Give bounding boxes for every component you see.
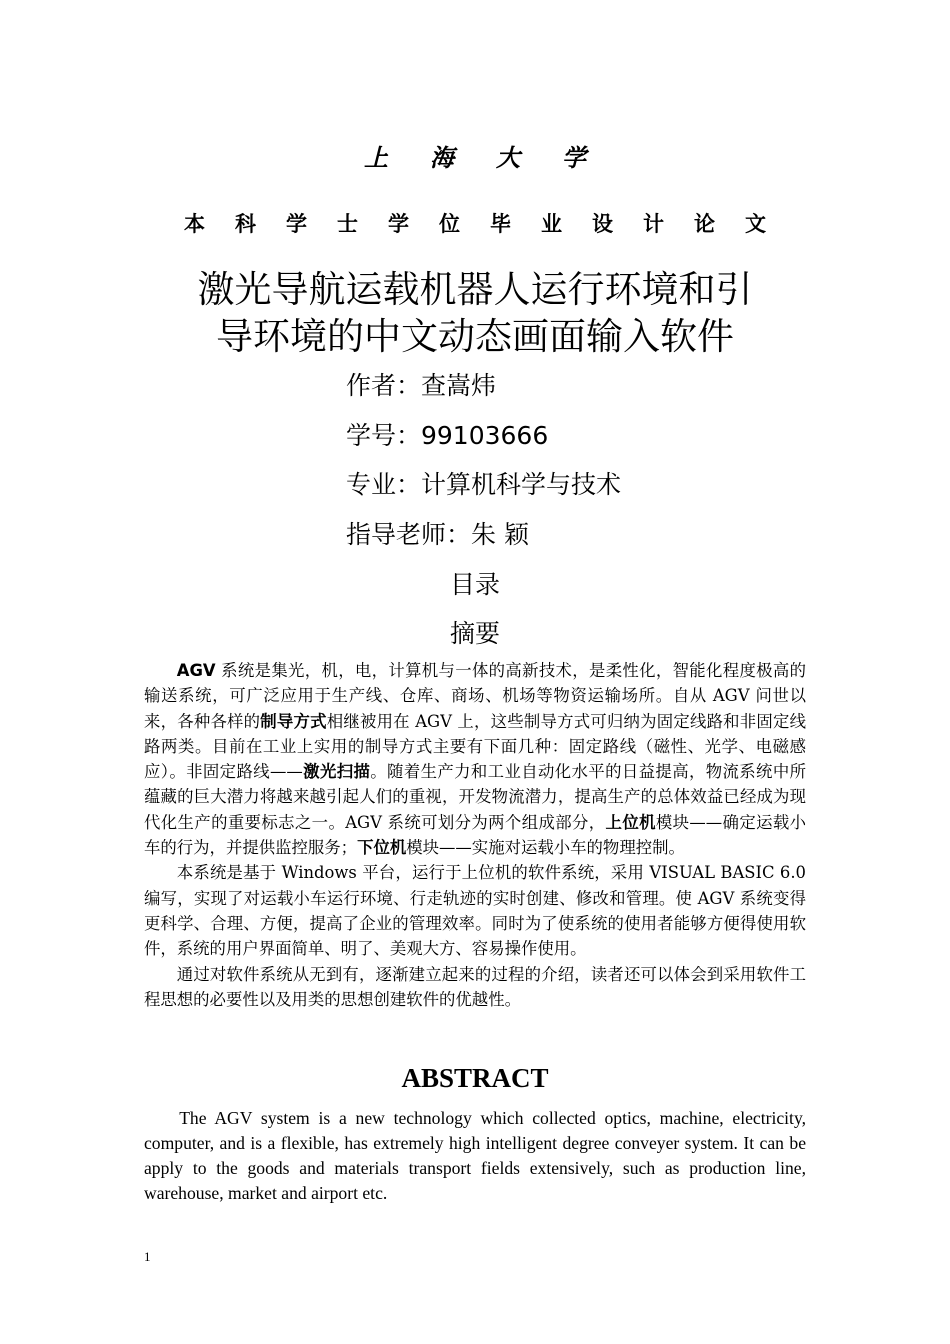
text-span: 。随着生产力和工业自动化水平的日益提高，物流系统中所蕴藏的巨大潜力将越来越引起人们的重视，开发物流潜力，提高生产的总体效益已经成为现代化生产的重要标志之一。AGV 系统可划分为两个组成部分，	[144, 762, 807, 832]
author-line: 作者：查嵩炜	[346, 371, 497, 400]
text-span: 模块——确定运载小车的行为，并提供监控服务；	[144, 812, 807, 858]
degree-title: 本科学士学位毕业设计论文	[184, 212, 796, 236]
toc-heading: 目录	[449, 570, 500, 599]
text-span: 相继被用在 AGV 上，这些制导方式可归纳为固定线路和非固定线路两类。目前在工业上实用的制导方式主要有下面几种：固定路线（磁性、光学、电磁感应）。非固定路线——	[144, 711, 807, 782]
thesis-title-line-2: 导环境的中文动态画面输入软件	[216, 315, 734, 358]
university-name: 上海大学	[364, 143, 628, 172]
abstract-en-heading: ABSTRACT	[401, 1063, 549, 1093]
abstract-cn-paragraph-2: 本系统是基于 Windows 平台，运行于上位机的软件系统，采用 VISUAL BASIC 6.0 编写，实现了对运载小车运行环境、行走轨迹的实时创建、修改和管理。使 AGV 系统变得更科学、合理、方便，提高了企业的管理效率。同时为了使系统的使用者能够方便得使用软件，系统的用户界面简单、明了、美观大方、容易操作使用。	[144, 863, 806, 959]
abstract-cn-body	[144, 658, 806, 1012]
page-number: 1	[144, 1249, 151, 1264]
abstract-en-paragraph-1: The AGV system is a new technology which collected optics, machine, electricity, computer, and is a flexible, has extremely high intelligent degree conveyer system. It can be apply to the goods and materials transport fields extensively, such as production line, warehouse, market and airport etc.	[144, 1108, 806, 1203]
abstract-en-body	[144, 1106, 806, 1206]
thesis-title-line-1: 激光导航运载机器人运行环境和引	[197, 268, 753, 311]
keyword-guidance-mode: 制导方式	[260, 711, 327, 731]
student-id-line: 学号：99103666	[346, 421, 549, 450]
major-line: 专业：计算机科学与技术	[346, 470, 622, 499]
keyword-slave-computer: 下位机	[357, 838, 407, 858]
keyword-agv: AGV	[176, 661, 216, 680]
keyword-host-computer: 上位机	[605, 812, 656, 832]
abstract-cn-paragraph-3: 通过对软件系统从无到有，逐渐建立起来的过程的介绍，读者还可以体会到采用软件工程思想的必要性以及用类的思想创建软件的优越性。	[144, 964, 806, 1009]
abstract-cn-heading: 摘要	[449, 619, 500, 648]
keyword-laser-scan: 激光扫描	[302, 762, 371, 782]
advisor-line: 指导老师：朱 颖	[346, 520, 529, 549]
text-span: 系统是集光，机，电，计算机与一体的高新技术，是柔性化，智能化程度极高的输送系统，可广泛应用于生产线、仓库、商场、机场等物资运输场所。自从 AGV 问世以来，各种各样的	[144, 661, 806, 731]
thesis-title	[150, 266, 800, 360]
abstract-cn-paragraph-1	[144, 658, 806, 860]
text-span: 模块——实施对运载小车的物理控制。	[406, 838, 685, 858]
